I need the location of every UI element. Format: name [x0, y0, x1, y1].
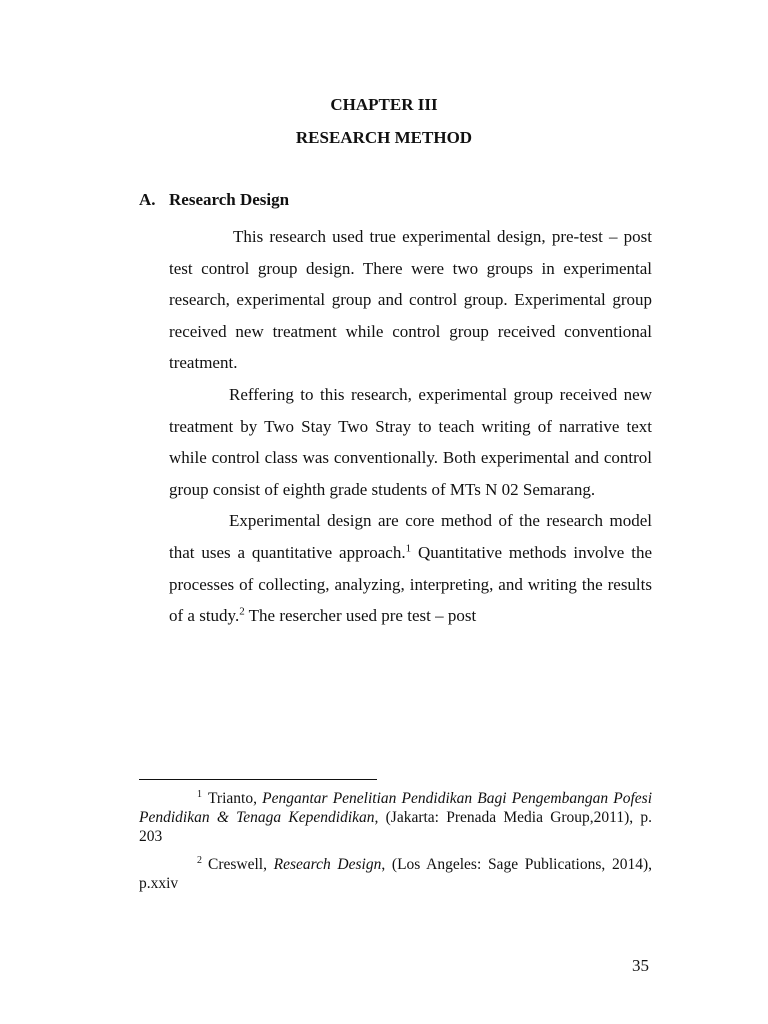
chapter-number: CHAPTER III — [330, 95, 438, 114]
footnote-1 — [139, 789, 652, 846]
section-title: Research Design — [169, 190, 290, 209]
footnote-1-author: Trianto, — [208, 790, 263, 807]
chapter-title: RESEARCH METHOD — [295, 128, 473, 147]
footnote-2-author: Creswell, — [208, 856, 274, 873]
footnote-2-title: Research Design — [273, 856, 382, 873]
body-text — [169, 221, 652, 632]
footnote-2 — [139, 855, 652, 893]
footnote-1-number: 1 — [197, 788, 202, 800]
paragraph-3-part-1: Experimental design are core method of the research model that uses a quantitative approach. — [169, 511, 652, 562]
footnote-1-title: Pengantar Penelitian Pendidikan Bagi Pengembangan Pofesi Pendidikan & Tenaga Kependidikan, — [139, 790, 653, 826]
section-letter: A. — [139, 190, 156, 209]
paragraph-3 — [169, 505, 652, 631]
paragraph-2: Reffering to this research, experimental group received new treatment by Two Stay Two Stray to teach writing of narrative text while control class was conventionally. Both experimental and control group consist of eighth grade students of MTs N 02 Semarang. — [169, 384, 652, 499]
paragraph-3-part-2: Quantitative methods involve the processes of collecting, analyzing, interpreting, and writing the results of a study. — [169, 542, 652, 626]
page-number: 35 — [632, 956, 649, 975]
footnote-2-number: 2 — [197, 854, 202, 866]
footnote-2-rest: , (Los Angeles: Sage Publications, 2014), p.xxiv — [139, 856, 652, 892]
footnote-ref-2: 2 — [239, 605, 245, 618]
paragraph-1: This research used true experimental design, pre-test – post test control group design. There were two groups in experimental research, experimental group and control group. Experimental group received new treatment while control group received conventional treatment. — [169, 227, 652, 373]
footnote-ref-1: 1 — [405, 542, 412, 555]
paragraph-3-part-3: The resercher used pre test – post — [244, 606, 477, 626]
section-heading — [139, 190, 289, 210]
footnote-1-rest: (Jakarta: Prenada Media Group,2011), p. 203 — [139, 809, 652, 845]
footnote-separator — [139, 779, 377, 780]
